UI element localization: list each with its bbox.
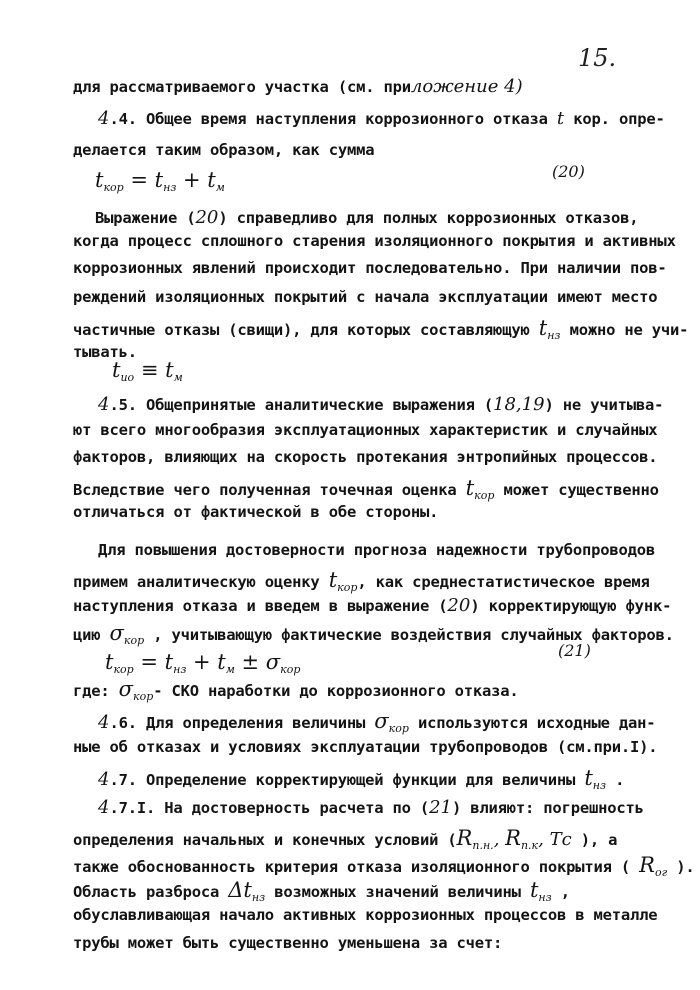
typed-text: ). — [667, 858, 695, 876]
text-line — [73, 826, 617, 852]
text-line — [73, 934, 502, 952]
formula-symbol: + $t_м$ — [176, 168, 225, 194]
typed-text: когда процесс сплошного старения изоляционного покрытия и активных — [73, 232, 676, 250]
typed-text: примем аналитическую оценку — [73, 573, 329, 591]
formula-symbol: = $t_{нз}$ — [133, 650, 187, 676]
formula-subscript: кор — [337, 581, 358, 594]
text-line — [73, 141, 374, 159]
typed-text: где: — [73, 682, 119, 700]
handwritten-insert: 20 — [195, 207, 219, 228]
typed-text: Вследствие чего полученная точечная оценка — [73, 481, 466, 499]
text-line — [98, 394, 663, 415]
formula-symbol: $R_{п.к}$ — [505, 826, 539, 852]
text-line — [73, 76, 523, 97]
typed-text: трубы может быть существенно уменьшена за счет: — [73, 934, 503, 952]
formula-subscript: п.к — [520, 839, 539, 852]
typed-text: для рассматриваемого участка (см. при — [73, 78, 411, 96]
text-line — [73, 906, 657, 924]
typed-text: делается таким образом, как сумма — [73, 141, 375, 159]
typed-text: ные об отказах и условиях эксплуатации трубопроводов (см.при.I). — [73, 738, 658, 756]
typed-text: ют всего многообразия эксплуатационных характеристик и случайных — [73, 421, 658, 439]
typed-text: может существенно — [494, 481, 659, 499]
formula-symbol: ≡ $t_м$ — [134, 358, 183, 384]
text-line — [73, 853, 695, 879]
handwritten-insert: , — [493, 829, 506, 850]
text-line — [98, 797, 644, 818]
typed-text: реждений изоляционных покрытий с начала эксплуатации имеют место — [73, 288, 658, 306]
text-line — [73, 568, 650, 594]
formula-subscript: м — [173, 371, 183, 384]
typed-text: ) не учитыва- — [544, 396, 664, 414]
text-line — [73, 595, 671, 616]
formula-symbol: $t_{кор}$ — [465, 476, 495, 502]
formula-subscript: нз — [163, 181, 177, 194]
handwritten-insert: , — [538, 829, 550, 850]
formula-subscript: нз — [538, 891, 552, 904]
text-line — [73, 259, 667, 277]
formula-symbol: $t_{кор}$ — [95, 168, 124, 194]
text-line — [73, 316, 688, 342]
handwritten-insert: t — [556, 108, 565, 129]
formula-subscript: нз — [547, 329, 561, 342]
formula-symbol: + $t_м$ — [186, 650, 235, 676]
handwritten-insert: 18,19 — [493, 394, 545, 415]
typed-text: - СКО наработки до коррозионного отказа. — [153, 682, 519, 700]
typed-text: частичные отказы (свищи), для которых составляющую — [73, 321, 539, 339]
formula-symbol: ± $\sigma_{кор}$ — [234, 650, 301, 676]
formula-symbol: $t_{ио}$ — [112, 358, 135, 384]
typed-text: можно не учи- — [560, 321, 689, 339]
typed-text: ) корректирующую функ- — [470, 597, 672, 615]
text-line — [73, 677, 519, 703]
equation-number-20: (20) — [552, 162, 585, 181]
formula-symbol: $\sigma_{кор}$ — [118, 677, 154, 703]
formula-subscript: кор — [133, 690, 154, 703]
equation-number-21: (21) — [558, 641, 591, 660]
typed-text: ) влияют: погрешность — [451, 799, 644, 817]
typed-text: .6. Для определения величины — [109, 714, 375, 732]
typed-text: тывать. — [73, 343, 137, 361]
typed-text: цию — [73, 626, 110, 644]
text-line — [98, 108, 665, 129]
typed-text: возможных значений величины — [265, 883, 530, 901]
typed-text: Область разброса — [73, 883, 229, 901]
typed-text: , учитывающую фактические воздействия случайных факторов. — [144, 626, 674, 644]
formula-subscript: нз — [173, 663, 187, 676]
typed-text: .7. Определение корректирующей функции для величины — [109, 771, 585, 789]
handwritten-insert: ложение 4) — [410, 76, 523, 97]
formula-symbol: $\sigma_{кор}$ — [109, 621, 145, 647]
handwritten-insert: 4 — [98, 797, 110, 818]
typed-text: .5. Общепринятые аналитические выражения ( — [109, 396, 493, 414]
text-line — [98, 766, 624, 792]
text-line — [73, 288, 657, 306]
formula-symbol: $\Delta t_{нз}$ — [228, 878, 266, 904]
formula-symbol: $t_{нз}$ — [538, 316, 561, 342]
typed-text: , — [551, 883, 570, 901]
text-line — [105, 650, 300, 676]
typed-text: ) справедливо для полных коррозионных отказов, — [218, 209, 639, 227]
handwritten-insert: 21 — [429, 797, 452, 818]
text-line — [112, 358, 183, 384]
formula-symbol: $t_{нз}$ — [529, 878, 552, 904]
text-line — [95, 207, 638, 228]
text-line — [73, 448, 657, 466]
typed-text: факторов, влияющих на скорость протекания энтропийных процессов. — [73, 448, 658, 466]
handwritten-insert: 4 — [98, 712, 110, 733]
text-line — [73, 878, 570, 904]
typed-text: Выражение ( — [95, 209, 196, 227]
text-line — [73, 738, 657, 756]
formula-symbol: $t_{кор}$ — [105, 650, 134, 676]
typed-text: наступления отказа и введем в выражение ( — [73, 597, 448, 615]
handwritten-insert: 4 — [98, 769, 110, 790]
typed-text: .4. Общее время наступления коррозионного отказа — [109, 110, 557, 128]
formula-subscript: м — [225, 663, 235, 676]
formula-subscript: кор — [123, 634, 145, 647]
formula-subscript: нз — [592, 779, 607, 792]
formula-symbol: $t_{нз}$ — [584, 766, 607, 792]
formula-subscript: кор — [388, 722, 409, 735]
typed-text: , как среднестатистическое время — [357, 573, 650, 591]
formula-symbol: $R_{ог}$ — [639, 853, 668, 879]
formula-subscript: кор — [474, 489, 495, 502]
formula-subscript: нз — [251, 891, 266, 904]
handwritten-insert: 20 — [447, 595, 471, 616]
text-line — [95, 168, 225, 194]
text-line — [98, 541, 655, 559]
handwritten-insert: Тс — [549, 829, 572, 850]
text-line — [73, 476, 659, 502]
formula-subscript: кор — [280, 663, 301, 676]
typed-text: коррозионных явлений происходит последовательно. При наличии пов- — [73, 259, 667, 277]
typed-text: ), а — [571, 831, 618, 849]
typed-text: обуславливающая начало активных коррозионных процессов в металле — [73, 906, 658, 924]
handwritten-insert: 4 — [98, 394, 110, 415]
formula-symbol: $\sigma_{кор}$ — [374, 709, 409, 735]
typed-text: используются исходные дан- — [408, 714, 656, 732]
typed-text: .7.I. На достоверность расчета по ( — [109, 799, 430, 817]
typed-text: отличаться от фактической в обе стороны. — [73, 503, 439, 521]
typed-text: . — [606, 771, 625, 789]
formula-symbol: $R_{п.н.}$ — [456, 826, 494, 852]
formula-subscript: ог — [654, 866, 668, 879]
text-line — [98, 709, 655, 735]
typed-text: кор. опре- — [564, 110, 665, 128]
formula-symbol: $t_{кор}$ — [328, 568, 358, 594]
formula-subscript: ио — [120, 371, 135, 384]
text-line — [73, 232, 676, 250]
typed-text: также обоснованность критерия отказа изоляционного покрытия ( — [73, 858, 640, 876]
formula-subscript: кор — [113, 663, 134, 676]
page-number: 15. — [578, 44, 617, 72]
formula-subscript: п.н. — [472, 839, 494, 852]
typed-text: Для повышения достоверности прогноза надежности трубопроводов — [98, 541, 656, 559]
formula-subscript: кор — [103, 181, 124, 194]
text-line — [73, 421, 657, 439]
formula-subscript: м — [215, 181, 225, 194]
handwritten-insert: 4 — [98, 108, 110, 129]
formula-symbol: = $t_{нз}$ — [123, 168, 177, 194]
text-line — [73, 503, 438, 521]
typed-text: определения начальных и конечных условий ( — [73, 831, 457, 849]
